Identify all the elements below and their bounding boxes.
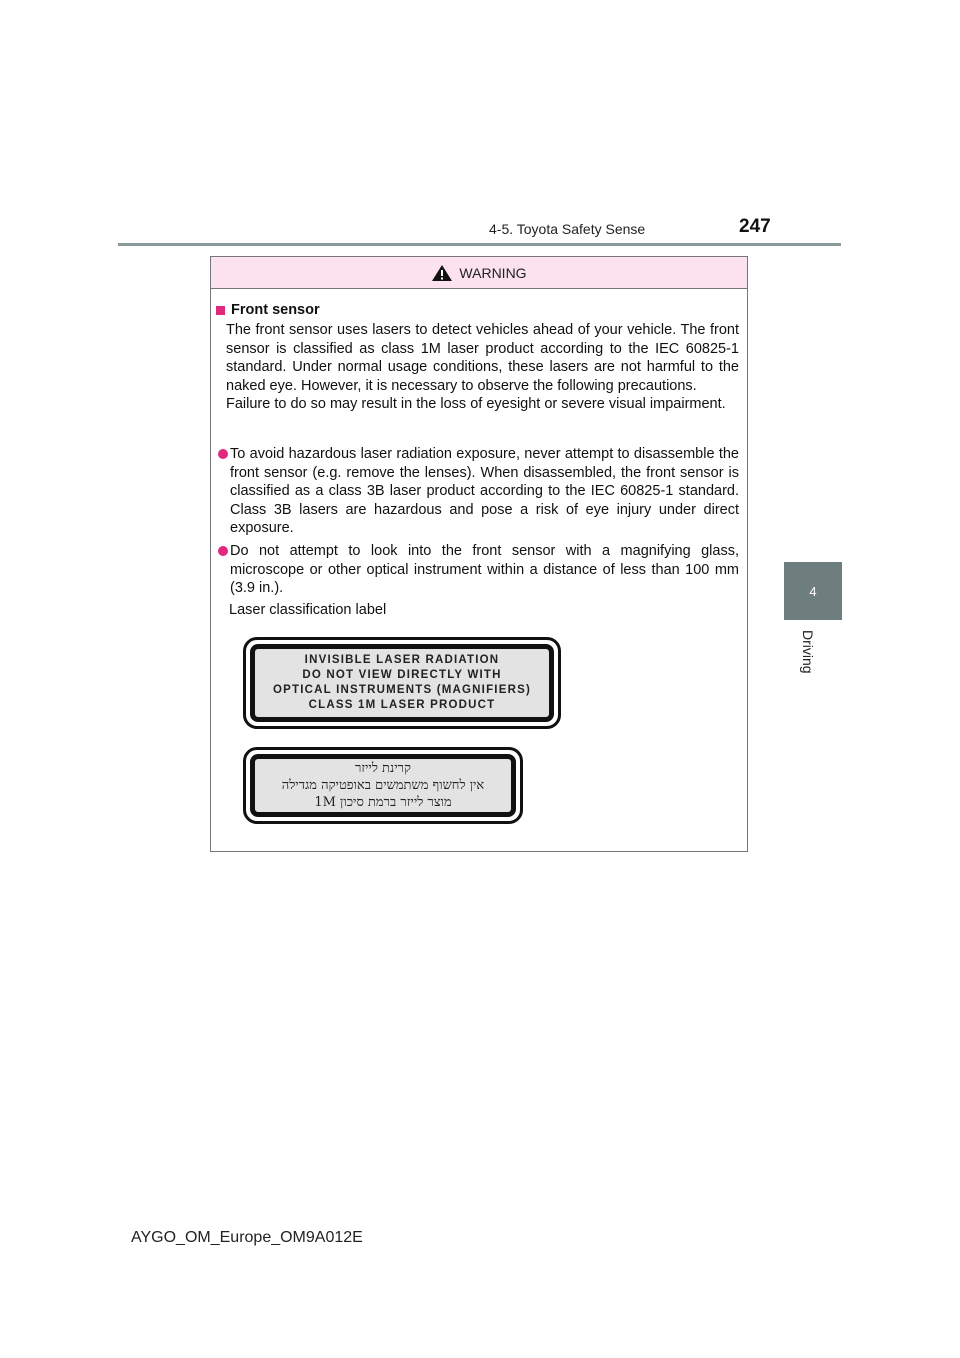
paragraph-description: The front sensor uses lasers to detect vehicles ahead of your vehicle. The front sensor is classified as class 1M laser product according to the IEC 60825-1 standard. Under normal usage conditions, these lasers are not harmful to the naked eye. However, it is necessary to observe the following precautions.	[226, 322, 739, 394]
label-line: CLASS 1M LASER PRODUCT	[308, 699, 496, 711]
label-line: INVISIBLE LASER RADIATION	[304, 654, 500, 666]
footer-code: AYGO_OM_Europe_OM9A012E	[131, 1229, 363, 1246]
label-line: אין לחשוף משתמשים באופטיקה מגדילה	[281, 778, 485, 793]
page-number: 247	[739, 216, 771, 237]
round-bullet-icon	[218, 449, 228, 459]
label-line: OPTICAL INSTRUMENTS (MAGNIFIERS)	[273, 684, 531, 696]
chapter-number: 4	[809, 583, 817, 599]
laser-label-hebrew	[243, 747, 523, 824]
label-plate-inner	[250, 644, 554, 722]
label-line: מוצר לייזר ברמת סיכון 1M	[314, 795, 452, 810]
section-title: 4-5. Toyota Safety Sense	[489, 221, 646, 237]
heading-text: Front sensor	[231, 302, 320, 318]
label-caption: Laser classification label	[229, 602, 387, 618]
label-line: קרינת לייזר	[355, 761, 411, 776]
bullet-text: Do not attempt to look into the front sensor with a magnifying glass, microscope or other optical instrument within a distance of less than 100 mm (3.9 in.).	[230, 543, 739, 596]
bullet-text: To avoid hazardous laser radiation exposure, never attempt to disassemble the front sensor (e.g. remove the lenses). When disassembled, the front sensor is classified as a class 3B laser product according to the IEC 60825-1 standard. Class 3B lasers are hazardous and pose a risk of eye injury under direct exposure.	[230, 446, 739, 536]
bullet-item	[216, 445, 739, 538]
chapter-tab	[784, 562, 842, 620]
header-rule	[118, 243, 841, 246]
warning-header	[211, 257, 747, 289]
warning-box	[210, 256, 748, 852]
paragraph-consequence: Failure to do so may result in the loss of eyesight or severe visual impairment.	[226, 396, 726, 412]
section-heading	[216, 302, 320, 318]
warning-triangle-icon	[431, 264, 453, 282]
warning-title: WARNING	[459, 264, 527, 281]
bullet-item	[216, 542, 739, 598]
label-line: DO NOT VIEW DIRECTLY WITH	[302, 669, 502, 681]
round-bullet-icon	[218, 546, 228, 556]
square-bullet-icon	[216, 306, 225, 315]
laser-label-english	[243, 637, 561, 729]
chapter-label: Driving	[800, 630, 816, 674]
label-plate-inner	[250, 754, 516, 817]
